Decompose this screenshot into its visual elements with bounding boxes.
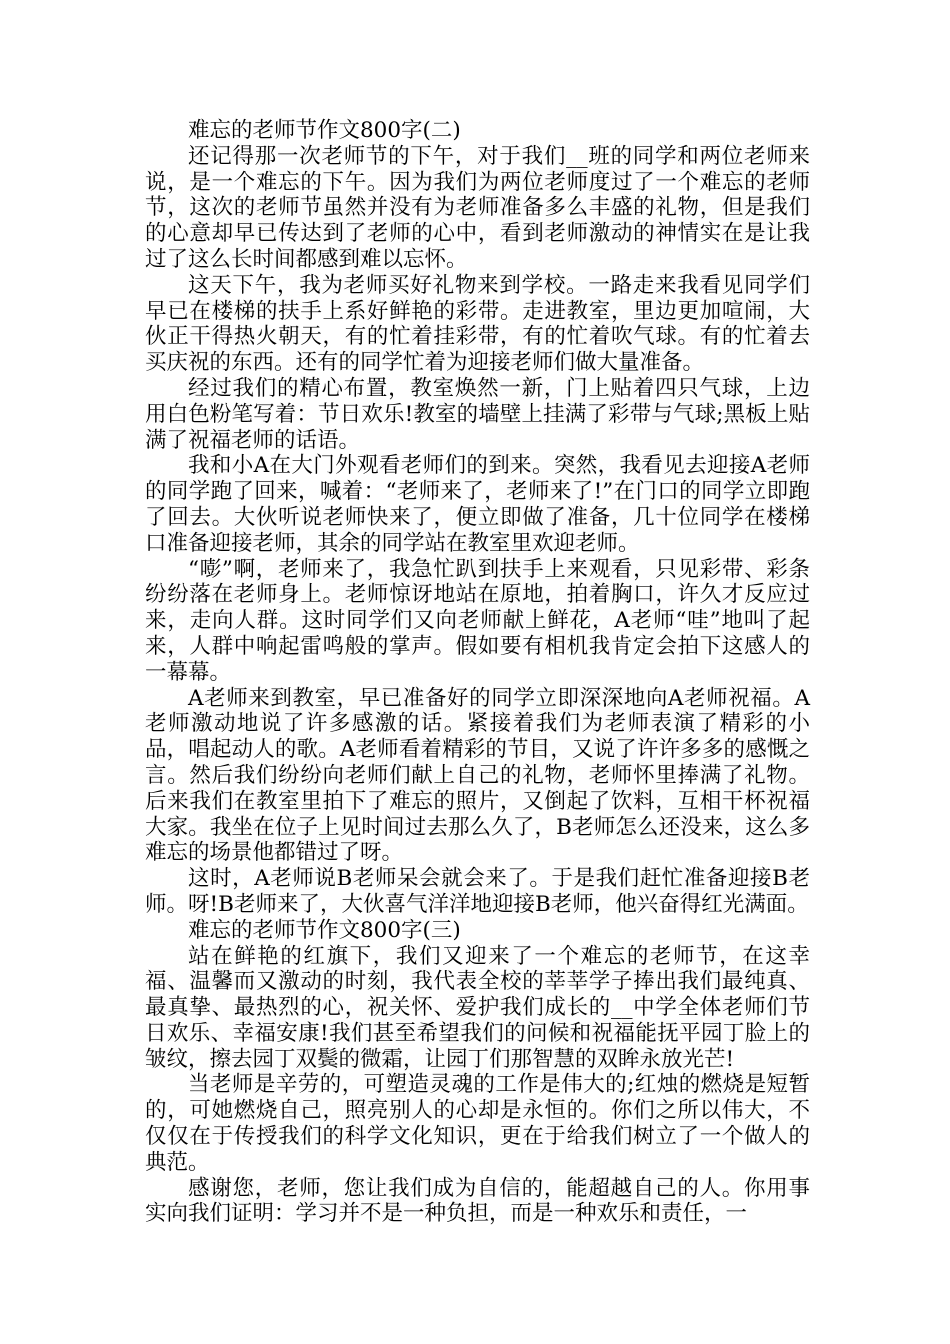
section-heading: 难忘的老师节作文800字(三) xyxy=(188,917,461,943)
body-paragraph: “嘭”啊，老师来了，我急忙趴到扶手上来观看，只见彩带、彩条纷纷落在老师身上。老师惊讶地站在原地，拍着胸口，许久才反应过来，走向人群。这时同学们又向老师献上鲜花，A老师“哇”地叫了起来，人群中响起雷鸣般的掌声。假如要有相机我肯定会拍下这感人的一幕幕。 xyxy=(145,556,810,685)
body-paragraph: 感谢您，老师，您让我们成为自信的，能超越自己的人。你用事实向我们证明：学习并不是一种负担，而是一种欢乐和责任，一 xyxy=(145,1175,810,1227)
body-paragraph: 我和小A在大门外观看老师们的到来。突然，我看见去迎接A老师的同学跑了回来，喊着：“老师来了，老师来了!”在门口的同学立即跑了回去。大伙听说老师快来了，便立即做了准备，几十位同学在楼梯口准备迎接老师，其余的同学站在教室里欢迎老师。 xyxy=(145,453,810,556)
body-paragraph: A老师来到教室，早已准备好的同学立即深深地向A老师祝福。A老师激动地说了许多感激的话。紧接着我们为老师表演了精彩的小品，唱起动人的歌。A老师看着精彩的节目，又说了许许多多的感慨之言。然后我们纷纷向老师们献上自己的礼物，老师怀里捧满了礼物。后来我们在教室里拍下了难忘的照片，又倒起了饮料，互相干杯祝福大家。我坐在位子上见时间过去那么久了，B老师怎么还没来，这么多难忘的场景他都错过了呀。 xyxy=(145,685,810,866)
document-page xyxy=(145,118,810,1227)
body-paragraph: 这天下午，我为老师买好礼物来到学校。一路走来我看见同学们早已在楼梯的扶手上系好鲜艳的彩带。走进教室，里边更加喧闹，大伙正干得热火朝天，有的忙着挂彩带，有的忙着吹气球。有的忙着去买庆祝的东西。还有的同学忙着为迎接老师们做大量准备。 xyxy=(145,272,810,376)
body-paragraph: 还记得那一次老师节的下午，对于我们__班的同学和两位老师来说，是一个难忘的下午。因为我们为两位老师度过了一个难忘的老师节，这次的老师节虽然并没有为老师准备多么丰盛的礼物，但是我们的心意却早已传达到了老师的心中，看到老师激动的神情实在是让我过了这么长时间都感到难以忘怀。 xyxy=(145,143,810,272)
body-paragraph: 经过我们的精心布置，教室焕然一新，门上贴着四只气球，上边用白色粉笔写着：节日欢乐!教室的墙壁上挂满了彩带与气球;黑板上贴满了祝福老师的话语。 xyxy=(145,375,810,453)
section-heading: 难忘的老师节作文800字(二) xyxy=(188,118,461,143)
body-paragraph: 当老师是辛劳的，可塑造灵魂的工作是伟大的;红烛的燃烧是短暂的，可她燃烧自己，照亮别人的心却是永恒的。你们之所以伟大，不仅仅在于传授我们的科学文化知识，更在于给我们树立了一个做人的典范。 xyxy=(145,1072,810,1175)
body-paragraph: 这时，A老师说B老师呆会就会来了。于是我们赶忙准备迎接B老师。呀!B老师来了，大伙喜气洋洋地迎接B老师，他兴奋得红光满面。 xyxy=(145,866,810,917)
body-paragraph: 站在鲜艳的红旗下，我们又迎来了一个难忘的老师节，在这幸福、温馨而又激动的时刻，我代表全校的莘莘学子捧出我们最纯真、最真挚、最热烈的心，祝关怀、爱护我们成长的__中学全体老师们节日欢乐、幸福安康!我们甚至希望我们的问候和祝福能抚平园丁脸上的皱纹，擦去园丁双鬓的微霜，让园丁们那智慧的双眸永放光芒! xyxy=(145,943,810,1072)
